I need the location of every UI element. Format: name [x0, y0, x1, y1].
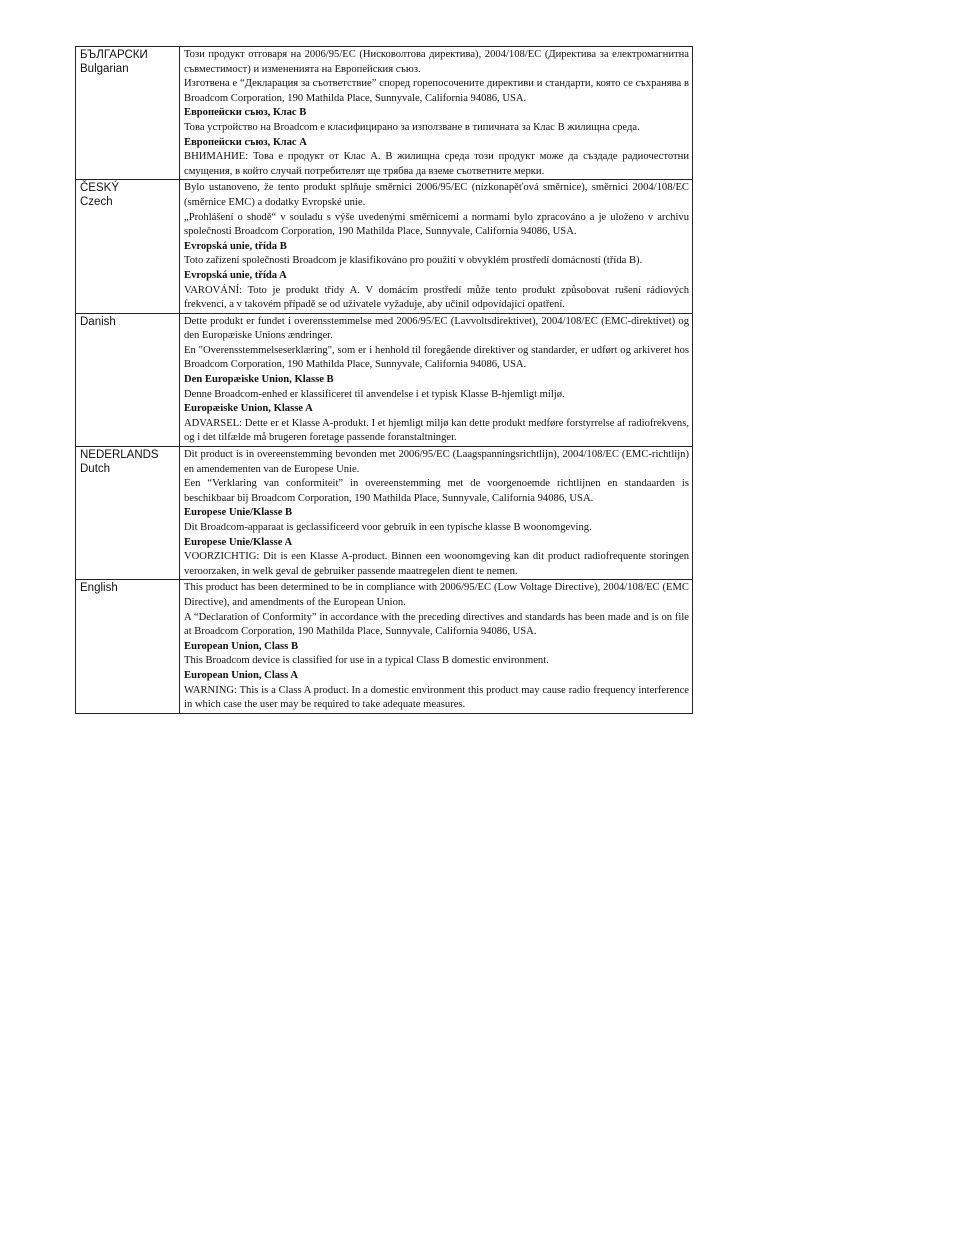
class-a-text: ВНИМАНИЕ: Това е продукт от Клас A. В жилищна среда този продукт може да създаде радиочестотни смущения, в който случай потребителят ще трябва да вземе съответните мерки. [184, 151, 689, 177]
declaration-text: „Prohlášení o shodě“ v souladu s výše uvedenými směrnicemi a normami bylo zpracováno a je uloženo v archivu společnosti Broadcom Corporation, 190 Mathilda Place, Sunnyvale, California 94086, USA. [184, 211, 689, 238]
class-b-text: Това устройство на Broadcom е класифицирано за използване в типичната за Клас B жилищна среда. [184, 121, 640, 133]
language-native: NEDERLANDS [80, 449, 159, 462]
table-row [76, 580, 693, 713]
statement-cell [180, 313, 693, 446]
compliance-text: Bylo ustanoveno, že tento produkt splňuje směrnici 2006/95/EC (nízkonapěťová směrnice), směrnici 2004/108/EC (směrnice EMC) a dodatky Evropské unie. [184, 182, 689, 208]
statement-cell [180, 180, 693, 313]
statement-cell [180, 447, 693, 580]
compliance-text: This product has been determined to be in compliance with 2006/95/EC (Low Voltage Directive), 2004/108/EC (EMC Directive), and amendments of the European Union. [184, 582, 689, 608]
language-english: Czech [80, 196, 113, 209]
class-a-heading: Evropská unie, třída A [184, 269, 287, 281]
language-native: Danish [80, 315, 116, 328]
language-cell [76, 180, 180, 313]
language-cell [76, 47, 180, 180]
class-b-text: Dit Broadcom-apparaat is geclassificeerd voor gebruik in een typische klasse B woonomgeving. [184, 522, 592, 533]
compliance-text: Този продукт отговаря на 2006/95/EC (Нисковолтова директива), 2004/108/EC (Директива за електромагнитна съвместимост) и измененията на Европейския съюз. [184, 49, 689, 75]
declaration-text: Изготвена е “Декларация за съответствие” според горепосочените директиви и стандарти, която се съхранява в Broadcom Corporation, 190 Mathilda Place, Sunnyvale, California 94086, USA. [184, 78, 689, 104]
class-a-text: VOORZICHTIG: Dit is een Klasse A-product. Binnen een woonomgeving kan dit product radiofrequente storingen veroorzaken, in welk geval de gebruiker passende maatregelen dient te nemen. [184, 551, 689, 577]
class-a-heading: Europæiske Union, Klasse A [184, 403, 313, 415]
class-a-heading: Europese Unie/Klasse A [184, 536, 293, 548]
language-native: БЪЛГАРСКИ [80, 49, 148, 61]
compliance-table [75, 46, 693, 714]
class-b-heading: Evropská unie, třída B [184, 240, 287, 252]
compliance-text: Dette produkt er fundet i overensstemmelse med 2006/95/EC (Lavvoltsdirektivet), 2004/108/EC (EMC-direktivet) og den Europæiske Unions ændringer. [184, 315, 689, 342]
language-native: ČESKÝ [80, 182, 119, 195]
class-b-heading: Europese Unie/Klasse B [184, 507, 293, 519]
class-a-text: ADVARSEL: Dette er et Klasse A-produkt. I et hjemligt miljø kan dette produkt medføre forstyrrelse af radiofrekvens, og i det tilfælde må brugeren foretage passende foranstaltninger. [184, 417, 689, 444]
class-b-text: Denne Broadcom-enhed er klassificeret til anvendelse i et typisk Klasse B-hjemligt miljø. [184, 388, 565, 400]
table-row [76, 447, 693, 580]
class-a-text: VAROVÁNÍ: Toto je produkt třídy A. V domácím prostředí může tento produkt způsobovat rušení rádiových frekvencí, a v takovém případě se od uživatele vyžaduje, aby učinil odpovídající opatření. [184, 284, 689, 311]
class-b-heading: Европейски съюз, Клас B [184, 107, 307, 119]
class-b-heading: European Union, Class B [184, 640, 299, 652]
language-english: Bulgarian [80, 63, 129, 75]
class-a-heading: Европейски съюз, Клас A [184, 136, 307, 148]
language-native: English [80, 582, 118, 595]
table-row [76, 47, 693, 180]
statement-cell [180, 580, 693, 713]
class-a-heading: European Union, Class A [184, 669, 299, 681]
language-english: Dutch [80, 463, 111, 476]
compliance-text: Dit product is in overeenstemming bevonden met 2006/95/EC (Laagspanningsrichtlijn), 2004/108/EC (EMC-richtlijn) en amendementen van de Europese Unie. [184, 449, 689, 475]
declaration-text: Een “Verklaring van conformiteit” in overeenstemming met de voorgenoemde richtlijnen en standaarden is beschikbaar bij Broadcom Corporation, 190 Mathilda Place, Sunnyvale, California 94086, USA. [184, 478, 689, 504]
class-b-text: Toto zařízení společnosti Broadcom je klasifikováno pro použití v obvyklém prostředí domácností (třída B). [184, 255, 643, 267]
table-row [76, 313, 693, 446]
statement-cell [180, 47, 693, 180]
table-row [76, 180, 693, 313]
class-a-text: WARNING: This is a Class A product. In a domestic environment this product may cause radio frequency interference in which case the user may be required to take adequate measures. [184, 684, 689, 711]
language-cell [76, 313, 180, 446]
language-cell [76, 580, 180, 713]
language-cell [76, 447, 180, 580]
class-b-text: This Broadcom device is classified for use in a typical Class B domestic environment. [184, 655, 549, 667]
declaration-text: En "Overensstemmelseserklæring", som er i henhold til foregående direktiver og standarder, er udført og arkiveret hos Broadcom Corporation, 190 Mathilda Place, Sunnyvale, California 94086, USA. [184, 344, 689, 371]
class-b-heading: Den Europæiske Union, Klasse B [184, 374, 334, 386]
declaration-text: A “Declaration of Conformity” in accordance with the preceding directives and standards has been made and is on file at Broadcom Corporation, 190 Mathilda Place, Sunnyvale, California 94086, USA. [184, 611, 689, 638]
